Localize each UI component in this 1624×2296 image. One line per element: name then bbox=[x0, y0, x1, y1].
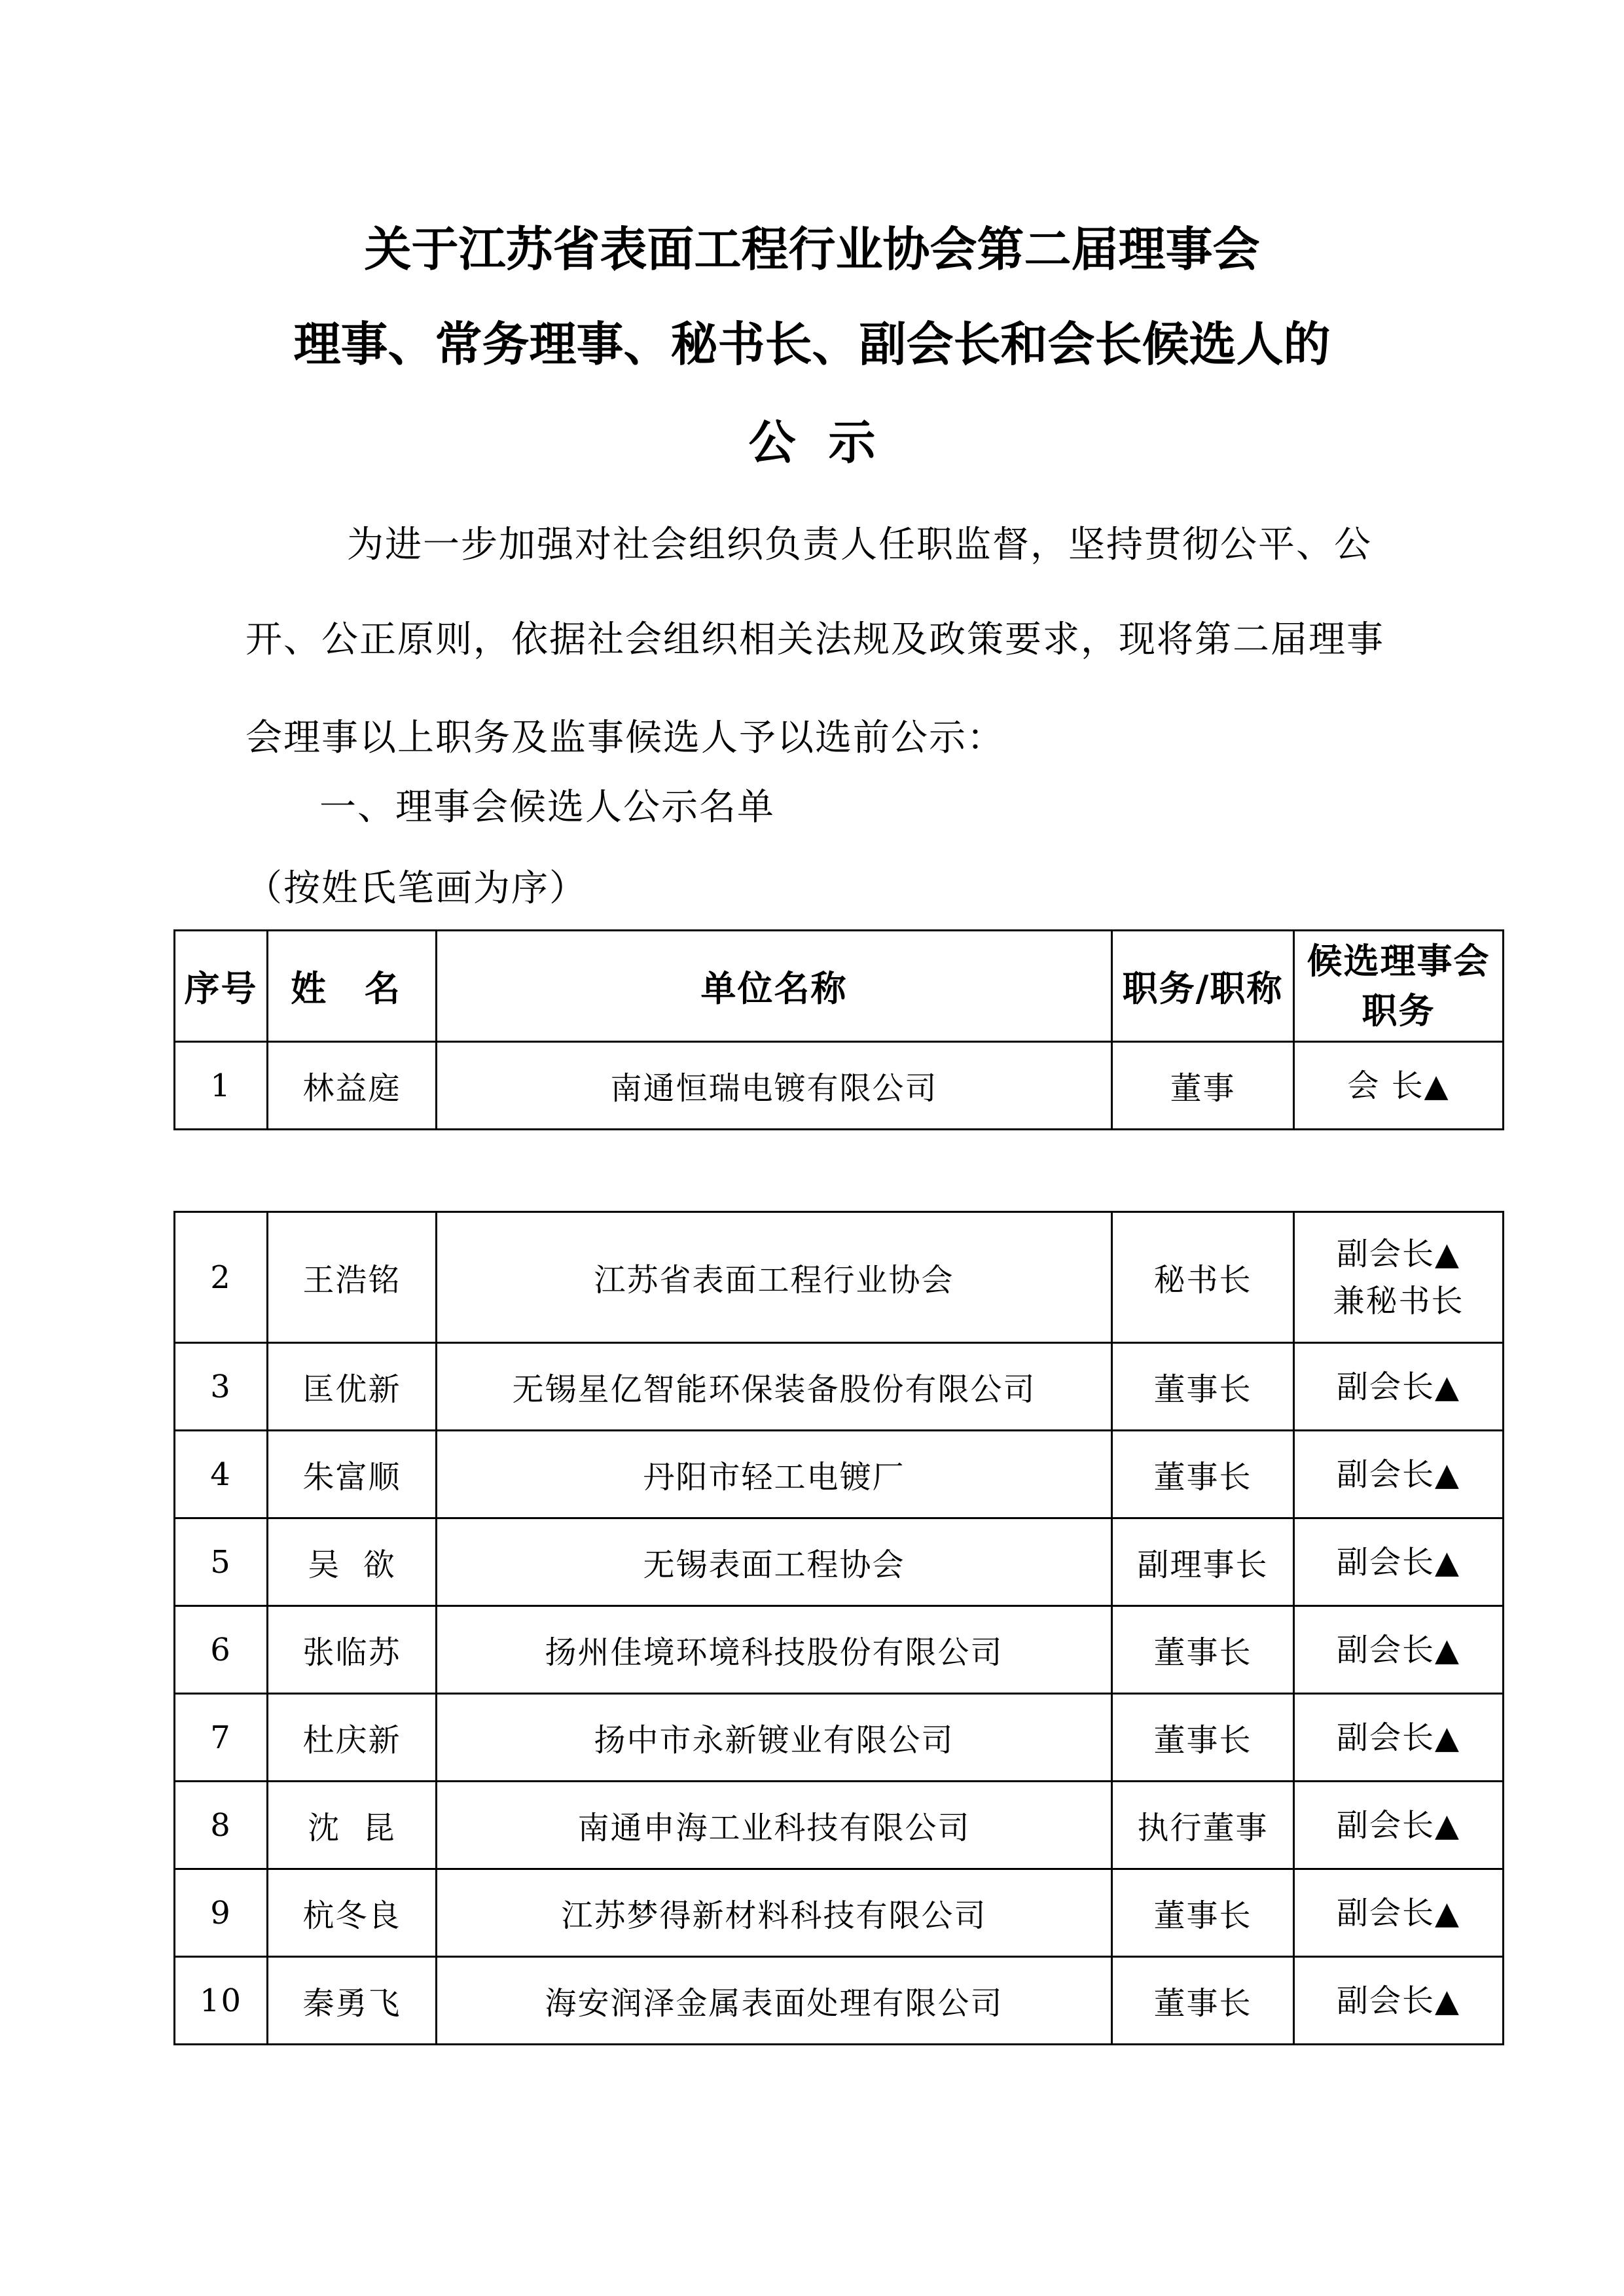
table-row bbox=[175, 1606, 1504, 1694]
row-no: 3 bbox=[175, 1343, 268, 1431]
candidate-table-vice-president bbox=[173, 1211, 1504, 2045]
row-unit: 无锡星亿智能环保装备股份有限公司 bbox=[437, 1343, 1112, 1431]
row-title: 执行董事 bbox=[1112, 1782, 1294, 1869]
header-no: 序号 bbox=[175, 931, 268, 1042]
row-name: 匡优新 bbox=[268, 1343, 437, 1431]
row-name: 杭冬良 bbox=[268, 1869, 437, 1957]
section-heading-1: 一、理事会候选人公示名单 bbox=[319, 786, 775, 829]
row-unit: 江苏梦得新材料科技有限公司 bbox=[437, 1869, 1112, 1957]
row-no: 10 bbox=[175, 1957, 268, 2045]
table-row bbox=[175, 1431, 1504, 1518]
header-name: 姓 名 bbox=[268, 931, 437, 1042]
table-header-row bbox=[175, 931, 1504, 1042]
row-title: 董事长 bbox=[1112, 1957, 1294, 2045]
row-name: 王浩铭 bbox=[268, 1212, 437, 1343]
row-unit: 海安润泽金属表面处理有限公司 bbox=[437, 1957, 1112, 2045]
row-title: 董事长 bbox=[1112, 1606, 1294, 1694]
row-role-line: 副会长▲ bbox=[1337, 1368, 1460, 1405]
row-no: 5 bbox=[175, 1518, 268, 1606]
row-unit: 扬州佳境环境科技股份有限公司 bbox=[437, 1606, 1112, 1694]
table-row bbox=[175, 1042, 1504, 1130]
document-title-line-3: 公示 bbox=[748, 415, 909, 470]
document-title-line-1: 关于江苏省表面工程行业协会第二届理事会 bbox=[364, 222, 1260, 277]
row-title: 副理事长 bbox=[1112, 1518, 1294, 1606]
candidate-table-president bbox=[173, 929, 1504, 1130]
order-note: （按姓氏笔画为序） bbox=[245, 867, 587, 910]
row-unit: 扬中市永新镀业有限公司 bbox=[437, 1694, 1112, 1782]
row-name: 张临苏 bbox=[268, 1606, 437, 1694]
row-no: 8 bbox=[175, 1782, 268, 1869]
row-role-line: 副会长▲ bbox=[1337, 1982, 1460, 2019]
row-title: 董事长 bbox=[1112, 1343, 1294, 1431]
row-unit: 南通申海工业科技有限公司 bbox=[437, 1782, 1112, 1869]
row-role bbox=[1294, 1782, 1504, 1869]
row-role bbox=[1294, 1518, 1504, 1606]
table-row bbox=[175, 1957, 1504, 2045]
table-row bbox=[175, 1343, 1504, 1431]
row-title: 董事长 bbox=[1112, 1869, 1294, 1957]
table-row bbox=[175, 1782, 1504, 1869]
row-role-line: 副会长▲ bbox=[1337, 1894, 1460, 1931]
row-name: 朱富顺 bbox=[268, 1431, 437, 1518]
row-name: 沈 昆 bbox=[268, 1782, 437, 1869]
row-role bbox=[1294, 1957, 1504, 2045]
row-title: 董事 bbox=[1112, 1042, 1294, 1130]
table-row bbox=[175, 1212, 1504, 1343]
row-role bbox=[1294, 1212, 1504, 1343]
row-title: 董事长 bbox=[1112, 1431, 1294, 1518]
row-no: 4 bbox=[175, 1431, 268, 1518]
row-unit: 丹阳市轻工电镀厂 bbox=[437, 1431, 1112, 1518]
header-title: 职务/职称 bbox=[1112, 931, 1294, 1042]
row-no: 6 bbox=[175, 1606, 268, 1694]
row-role bbox=[1294, 1869, 1504, 1957]
row-role bbox=[1294, 1042, 1504, 1130]
row-role-line: 副会长▲ bbox=[1337, 1806, 1460, 1844]
row-unit: 江苏省表面工程行业协会 bbox=[437, 1212, 1112, 1343]
row-title: 秘书长 bbox=[1112, 1212, 1294, 1343]
document-title-line-2: 理事、常务理事、秘书长、副会长和会长候选人的 bbox=[293, 317, 1331, 372]
row-unit: 无锡表面工程协会 bbox=[437, 1518, 1112, 1606]
intro-paragraph-line-1: 为进一步加强对社会组织负责人任职监督，坚持贯彻公平、公 bbox=[347, 524, 1372, 566]
row-no: 1 bbox=[175, 1042, 268, 1130]
row-title: 董事长 bbox=[1112, 1694, 1294, 1782]
row-name: 秦勇飞 bbox=[268, 1957, 437, 2045]
row-role-line: 副会长▲ bbox=[1337, 1456, 1460, 1493]
table-row bbox=[175, 1518, 1504, 1606]
row-role-line: 副会长▲ bbox=[1337, 1543, 1460, 1581]
row-name: 杜庆新 bbox=[268, 1694, 437, 1782]
row-role-line: 副会长▲ bbox=[1337, 1631, 1460, 1668]
row-role bbox=[1294, 1606, 1504, 1694]
row-role-line: 会 长▲ bbox=[1347, 1067, 1450, 1104]
intro-paragraph-line-3: 会理事以上职务及监事候选人予以选前公示： bbox=[245, 717, 1005, 759]
header-unit: 单位名称 bbox=[437, 931, 1112, 1042]
row-unit: 南通恒瑞电镀有限公司 bbox=[437, 1042, 1112, 1130]
row-role bbox=[1294, 1694, 1504, 1782]
row-no: 7 bbox=[175, 1694, 268, 1782]
intro-paragraph-line-2: 开、公正原则，依据社会组织相关法规及政策要求，现将第二届理事 bbox=[245, 619, 1384, 661]
row-role bbox=[1294, 1343, 1504, 1431]
row-name: 林益庭 bbox=[268, 1042, 437, 1130]
header-role: 候选理事会职务 bbox=[1294, 931, 1504, 1042]
row-no: 9 bbox=[175, 1869, 268, 1957]
row-name: 吴 欲 bbox=[268, 1518, 437, 1606]
row-no: 2 bbox=[175, 1212, 268, 1343]
table-row bbox=[175, 1694, 1504, 1782]
table-row bbox=[175, 1869, 1504, 1957]
row-role bbox=[1294, 1431, 1504, 1518]
row-role-line: 兼秘书长 bbox=[1333, 1282, 1464, 1319]
row-role-line: 副会长▲ bbox=[1337, 1719, 1460, 1756]
row-role-line: 副会长▲ bbox=[1337, 1235, 1460, 1272]
